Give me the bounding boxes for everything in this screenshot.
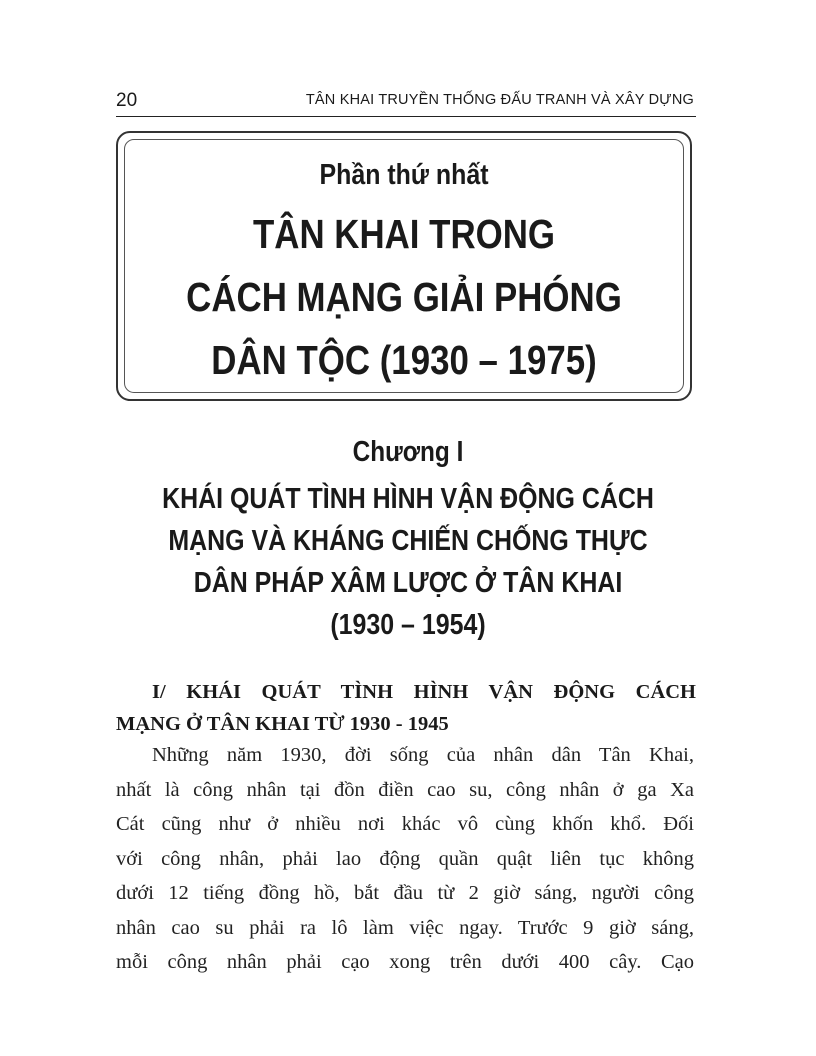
part-title [161,203,647,392]
body-line: Cát cũng như ở nhiều nơi khác vô cùng khốn khổ. Đối [116,813,694,835]
chapter-title [57,478,759,646]
body-line: với công nhân, phải lao động quần quật liên tục không [116,847,694,870]
part-title-line: CÁCH MẠNG GIẢI PHÓNG [186,274,622,320]
part-title-box [116,131,692,401]
part-title-line: TÂN KHAI TRONG [252,211,556,257]
chapter-label: Chương I [352,436,464,468]
body-line: nhân cao su phải ra lô làm việc ngay. Trước 9 giờ sáng, [116,916,694,939]
running-head: TÂN KHAI TRUYỀN THỐNG ĐẤU TRANH VÀ XÂY DỰNG [305,92,694,108]
section-heading [116,676,696,740]
body-line: mỗi công nhân phải cạo xong trên dưới 400 cây. Cạo [116,951,694,973]
body-line: nhất là công nhân tại đồn điền cao su, công nhân ở ga Xa [116,778,694,801]
body-paragraph [116,738,694,980]
header-rule [116,116,696,117]
body-line: Những năm 1930, đời sống của nhân dân Tân Khai, [152,744,694,766]
section-heading-line: I/ KHÁI QUÁT TÌNH HÌNH VẬN ĐỘNG CÁCH [152,681,696,703]
part-title-line: DÂN TỘC (1930 – 1975) [211,337,597,383]
part-label: Phần thứ nhất [319,159,489,191]
section-heading-line: MẠNG Ở TÂN KHAI TỪ 1930 - 1945 [116,713,449,735]
page-number: 20 [116,90,138,111]
chapter-title-line: (1930 – 1954) [330,609,486,641]
chapter-title-line: KHÁI QUÁT TÌNH HÌNH VẬN ĐỘNG CÁCH [162,483,654,515]
body-line: dưới 12 tiếng đồng hồ, bắt đầu từ 2 giờ sáng, người công [116,882,694,904]
chapter-title-line: DÂN PHÁP XÂM LƯỢC Ở TÂN KHAI [193,567,623,599]
chapter-title-line: MẠNG VÀ KHÁNG CHIẾN CHỐNG THỰC [168,525,648,557]
